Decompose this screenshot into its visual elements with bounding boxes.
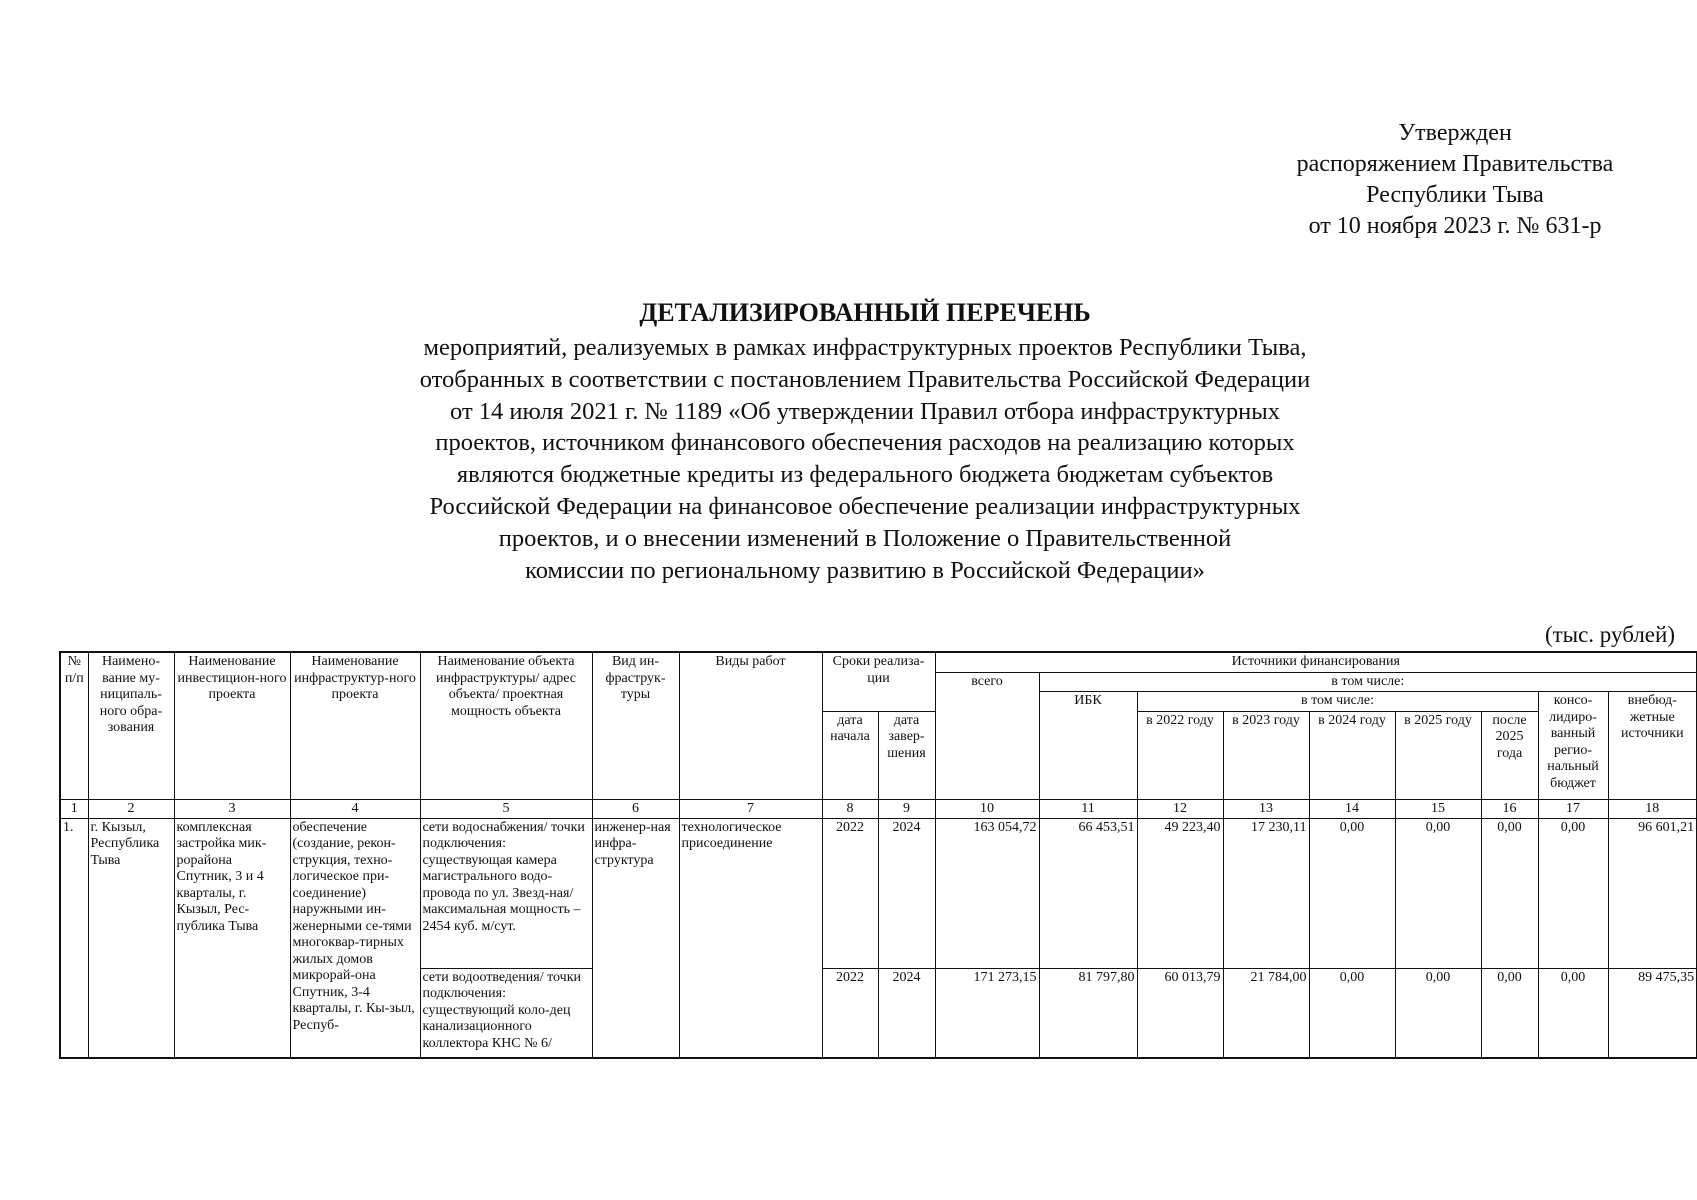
cell-total: 163 054,72 [935,818,1039,968]
approval-line-2: распоряжением Правительства [1296,151,1614,177]
header-invest-project: Наименование инвестицион-ного проекта [174,652,290,799]
cell-2025: 0,00 [1395,968,1481,1058]
heading-line: отобранных в соответствии с постановлением Правительства Российской Федерации [419,365,1311,393]
header-sources: Источники финансирования [935,652,1697,672]
cell-total: 171 273,15 [935,968,1039,1058]
header-timeline: Сроки реализа-ции [822,652,935,711]
header-num: № п/п [60,652,88,799]
heading-line: проектов, и о внесении изменений в Положение о Правительственной [498,524,1232,552]
approval-block [1240,118,1670,242]
cell-end-date: 2024 [878,818,935,968]
cell-ibk: 81 797,80 [1039,968,1137,1058]
header-infra-project: Наименование инфраструктур-ного проекта [290,652,420,799]
column-number: 3 [174,799,290,818]
cell-after-2025: 0,00 [1481,968,1538,1058]
header-2024: в 2024 году [1309,711,1395,799]
cell-2023: 21 784,00 [1223,968,1309,1058]
column-number: 12 [1137,799,1223,818]
column-number: 10 [935,799,1039,818]
heading-line: являются бюджетные кредиты из федерального бюджета бюджетам субъектов [456,461,1274,489]
cell-end-date: 2024 [878,968,935,1058]
header-including-2: в том числе: [1137,692,1538,712]
header-municipality: Наимено-вание му-ниципаль-ного обра-зования [88,652,174,799]
row-number: 1. [60,818,88,1058]
row-work-type: технологическое присоединение [679,818,822,1058]
cell-ibk: 66 453,51 [1039,818,1137,968]
column-number: 4 [290,799,420,818]
column-number: 5 [420,799,592,818]
cell-offbudget: 96 601,21 [1608,818,1697,968]
approval-line-4: от 10 ноября 2023 г. № 631-р [1308,213,1602,239]
heading-line: проектов, источником финансового обеспечения расходов на реализацию которых [435,429,1295,457]
header-ibk: ИБК [1039,692,1137,800]
header-object: Наименование объекта инфраструктуры/ адрес объекта/ проектная мощность объекта [420,652,592,799]
header-2023: в 2023 году [1223,711,1309,799]
column-number: 13 [1223,799,1309,818]
column-number: 8 [822,799,878,818]
header-work-types: Виды работ [679,652,822,799]
column-number: 7 [679,799,822,818]
document-heading [340,296,1390,586]
header-infra-type: Вид ин-фраструк-туры [592,652,679,799]
cell-2024: 0,00 [1309,818,1395,968]
heading-line: комиссии по региональному развитию в Российской Федерации» [525,556,1205,584]
column-number: 1 [60,799,88,818]
document-title: ДЕТАЛИЗИРОВАННЫЙ ПЕРЕЧЕНЬ [639,298,1091,327]
cell-consolidated: 0,00 [1538,818,1608,968]
row-municipality: г. Кызыл, Республика Тыва [88,818,174,1058]
cell-2022: 49 223,40 [1137,818,1223,968]
cell-start-date: 2022 [822,968,878,1058]
approval-line-3: Республики Тыва [1366,182,1544,208]
header-row-1 [60,652,1697,672]
header-total: всего [935,672,1039,799]
cell-2023: 17 230,11 [1223,818,1309,968]
column-number: 11 [1039,799,1137,818]
header-including: в том числе: [1039,672,1697,692]
row-infra-type: инженер-ная инфра-структура [592,818,679,1058]
cell-2022: 60 013,79 [1137,968,1223,1058]
header-start: дата начала [822,711,878,799]
row-invest-project: комплексная застройка мик-рорайона Спутник, 3 и 4 кварталы, г. Кызыл, Рес-публика Тыва [174,818,290,1058]
unit-label: (тыс. рублей) [1544,622,1675,647]
cell-after-2025: 0,00 [1481,818,1538,968]
header-2025: в 2025 году [1395,711,1481,799]
column-number: 17 [1538,799,1608,818]
header-2022: в 2022 году [1137,711,1223,799]
measures-table [59,651,1697,1059]
cell-2024: 0,00 [1309,968,1395,1058]
cell-start-date: 2022 [822,818,878,968]
column-number: 16 [1481,799,1538,818]
header-after-2025: после 2025 года [1481,711,1538,799]
cell-consolidated: 0,00 [1538,968,1608,1058]
column-number: 6 [592,799,679,818]
column-number: 2 [88,799,174,818]
row-object-water-supply: сети водоснабжения/ точки подключения: существующая камера магистрального водо-провода по ул. Звезд-ная/ максимальная мощность – 2454 куб. м/сут. [420,818,592,968]
column-number-row [60,799,1697,818]
cell-offbudget: 89 475,35 [1608,968,1697,1058]
heading-line: мероприятий, реализуемых в рамках инфраструктурных проектов Республики Тыва, [423,334,1307,361]
column-number: 9 [878,799,935,818]
heading-line: от 14 июля 2021 г. № 1189 «Об утверждении Правил отбора инфраструктурных [450,397,1280,425]
row-object-sewerage: сети водоотведения/ точки подключения: существующий коло-дец канализационного коллектора КНС № 6/ [420,968,592,1058]
header-offbudget: внебюд-жетные источники [1608,692,1697,800]
approval-line-1: Утвержден [1398,120,1512,146]
table-row [60,818,1697,968]
header-consolidated: консо-лидиро-ванный регио-нальный бюджет [1538,692,1608,800]
cell-2025: 0,00 [1395,818,1481,968]
column-number: 18 [1608,799,1697,818]
heading-line: Российской Федерации на финансовое обеспечение реализации инфраструктурных [429,492,1301,520]
column-number: 15 [1395,799,1481,818]
header-end: дата завер-шения [878,711,935,799]
column-number: 14 [1309,799,1395,818]
row-infra-project: обеспечение (создание, рекон-струкция, техно-логическое при-соединение) наружными ин-женерными се-тями многоквар-тирных жилых домов микрорай-она Спутник, 3-4 кварталы, г. Кы-зыл, Респуб- [290,818,420,1058]
